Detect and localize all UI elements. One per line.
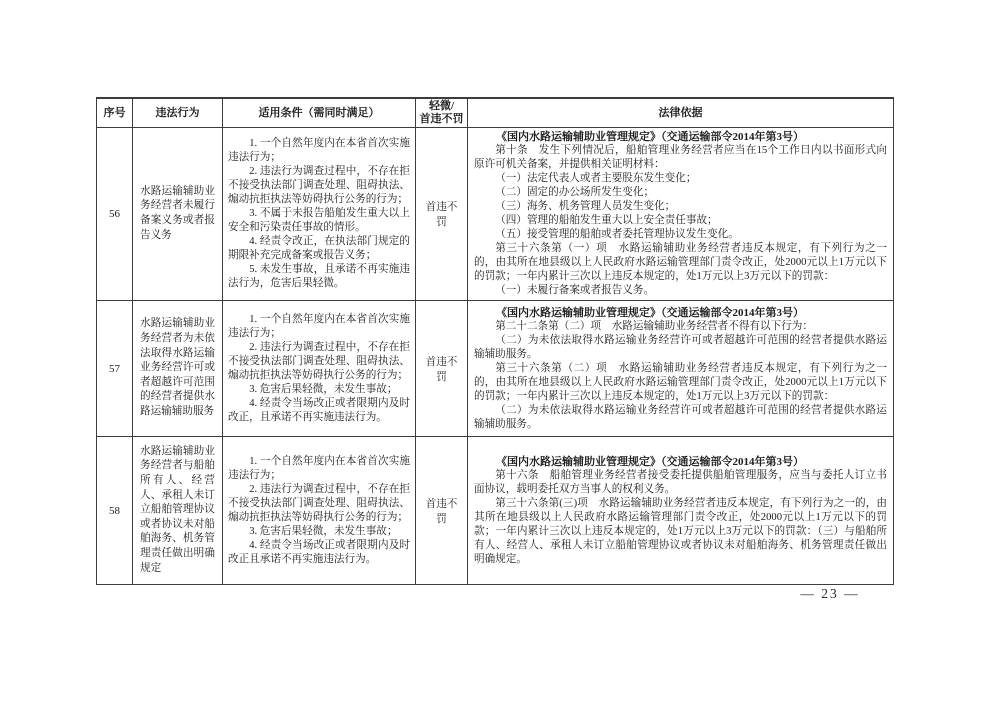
condition-item: 3. 不属于未报告船舶发生重大以上安全和污染责任事故的情形。 bbox=[228, 208, 410, 233]
condition-item: 4. 经责令当场改正或者限期内及时改正且承诺不再实施违法行为。 bbox=[228, 539, 410, 565]
condition-item: 4. 经责令当场改正或者限期内及时改正，且承诺不再实施违法行为。 bbox=[228, 397, 410, 423]
condition-item: 2. 违法行为调查过程中，不存在拒不接受执法部门调查处理、阻碍执法、煽动抗拒执法等妨碍执行公务的行为； bbox=[228, 483, 410, 523]
legal-basis-paragraph: 第三十六条第(三)项 水路运输辅助业务经营者违反本规定，有下列行为之一的，由其所在地县级以上人民政府水路运输管理部门责令改正，处2000元以上1万元以下的罚款；一年内累计三次以上违反本规定的，处1万元以上3万元以下的罚款：（三）与船舶所有人、经营人、承租人未订立船舶管理协议或者协议未对船舶海务、机务管理责任做出明确规定。 bbox=[474, 497, 887, 565]
legal-basis-paragraph: （一）法定代表人或者主要股东发生变化； bbox=[495, 173, 697, 184]
column-header-violation: 违法行为 bbox=[133, 98, 223, 128]
condition-item: 3. 危害后果轻微，未发生事故； bbox=[249, 383, 398, 395]
condition-item: 2. 违法行为调查过程中，不存在拒不接受执法部门调查处理、阻碍执法、煽动抗拒执法等妨碍执行公务的行为； bbox=[228, 166, 410, 205]
column-header-leniency-line2: 首违不罚 bbox=[419, 113, 464, 125]
penalty-exemption-table bbox=[96, 97, 894, 585]
row-57-leniency-status: 首违不罚 bbox=[416, 301, 468, 437]
row-58-legal-basis bbox=[468, 437, 894, 585]
row-56-leniency-status: 首违不罚 bbox=[416, 128, 468, 301]
row-56-index: 56 bbox=[97, 128, 133, 301]
row-57-index: 57 bbox=[97, 301, 133, 437]
row-57-violation: 水路运输辅助业务经营者为未依法取得水路运输业务经营许可或者超越许可范围的经营者提供水路运输辅助服务 bbox=[133, 301, 223, 437]
legal-basis-paragraph: （四）管理的船舶发生重大以上安全责任事故； bbox=[495, 215, 718, 226]
column-header-leniency bbox=[416, 98, 468, 128]
condition-item: 2. 违法行为调查过程中，不存在拒不接受执法部门调查处理、阻碍执法、煽动抗拒执法等妨碍执行公务的行为； bbox=[228, 341, 410, 381]
column-header-index: 序号 bbox=[97, 98, 133, 128]
table-row bbox=[97, 437, 894, 585]
row-57-conditions bbox=[223, 301, 416, 437]
row-57-legal-basis bbox=[468, 301, 894, 437]
legal-basis-title: 《国内水路运输辅助业管理规定》（交通运输部令2014年第3号） bbox=[496, 131, 804, 143]
legal-basis-paragraph: （二）为未依法取得水路运输业务经营许可或者超越许可范围的经营者提供水路运输辅助服务。 bbox=[474, 334, 887, 360]
legal-basis-paragraph: （一）未履行备案或者报告义务。 bbox=[495, 285, 655, 296]
row-58-violation: 水路运输辅助业务经营者与船舶所有人、经营人、承租人未订立船舶管理协议或者协议未对船舶海务、机务管理责任做出明确规定 bbox=[133, 437, 223, 585]
table-row bbox=[97, 128, 894, 301]
column-header-legal: 法律依据 bbox=[468, 98, 894, 128]
condition-item: 1. 一个自然年度内在本省首次实施违法行为； bbox=[228, 313, 410, 339]
table-header-row bbox=[97, 98, 894, 128]
legal-basis-paragraph: 第三十六条第（一）项 水路运输辅助业务经营者违反本规定，有下列行为之一的，由其所在地县级以上人民政府水路运输管理部门责令改正，处2000元以上1万元以下的罚款；一年内累计三次以上违反本规定的，处1万元以上3万元以下的罚款： bbox=[474, 243, 887, 282]
row-58-leniency-status: 首违不罚 bbox=[416, 437, 468, 585]
legal-basis-paragraph: （三）海务、机务管理人员发生变化； bbox=[495, 201, 676, 212]
legal-basis-paragraph: （五）接受管理的船舶或者委托管理协议发生变化。 bbox=[495, 229, 739, 240]
condition-item: 1. 一个自然年度内在本省首次实施违法行为； bbox=[228, 455, 410, 481]
legal-basis-paragraph: （二）为未依法取得水路运输业务经营许可或者超越许可范围的经营者提供水路运输辅助服务。 bbox=[474, 404, 887, 430]
row-56-violation: 水路运输辅助业务经营者未履行备案义务或者报告义务 bbox=[133, 128, 223, 301]
row-58-index: 58 bbox=[97, 437, 133, 585]
legal-basis-title: 《国内水路运输辅助业管理规定》（交通运输部令2014年第3号） bbox=[496, 455, 804, 468]
condition-item: 3. 危害后果轻微，未发生事故； bbox=[249, 525, 398, 537]
row-58-conditions bbox=[223, 437, 416, 585]
legal-basis-paragraph: 第三十六条第（二）项 水路运输辅助业务经营者违反本规定，有下列行为之一的，由其所在地县级以上人民政府水路运输管理部门责令改正，处2000元以上1万元以下的罚款；一年内累计三次以上违反本规定的，处1万元以上3万元以下的罚款： bbox=[474, 362, 887, 402]
legal-basis-paragraph: 第十条 发生下列情况后，船舶管理业务经营者应当在15个工作日内以书面形式向原许可机关备案，并提供相关证明材料： bbox=[474, 145, 887, 170]
condition-item: 5. 未发生事故，且承诺不再实施违法行为，危害后果轻微。 bbox=[228, 264, 410, 289]
condition-item: 4. 经责令改正，在执法部门规定的期限补充完成备案或报告义务； bbox=[228, 236, 410, 261]
row-56-conditions bbox=[223, 128, 416, 301]
legal-basis-paragraph: 第十六条 船舶管理业务经营者接受委托提供船舶管理服务，应当与委托人订立书面协议，载明委托双方当事人的权利义务。 bbox=[474, 469, 887, 495]
legal-basis-title: 《国内水路运输辅助业管理规定》（交通运输部令2014年第3号） bbox=[496, 306, 804, 319]
legal-basis-paragraph: （二）固定的办公场所发生变化； bbox=[495, 187, 655, 198]
table-row bbox=[97, 301, 894, 437]
row-56-legal-basis bbox=[468, 128, 894, 301]
column-header-conditions: 适用条件（需同时满足） bbox=[223, 98, 416, 128]
legal-basis-paragraph: 第二十二条第（二）项 水路运输辅助业务经营者不得有以下行为： bbox=[495, 320, 813, 332]
page-number: — 23 — bbox=[800, 586, 860, 601]
column-header-leniency-line1: 轻微/ bbox=[428, 100, 455, 112]
condition-item: 1. 一个自然年度内在本省首次实施违法行为； bbox=[228, 138, 410, 163]
